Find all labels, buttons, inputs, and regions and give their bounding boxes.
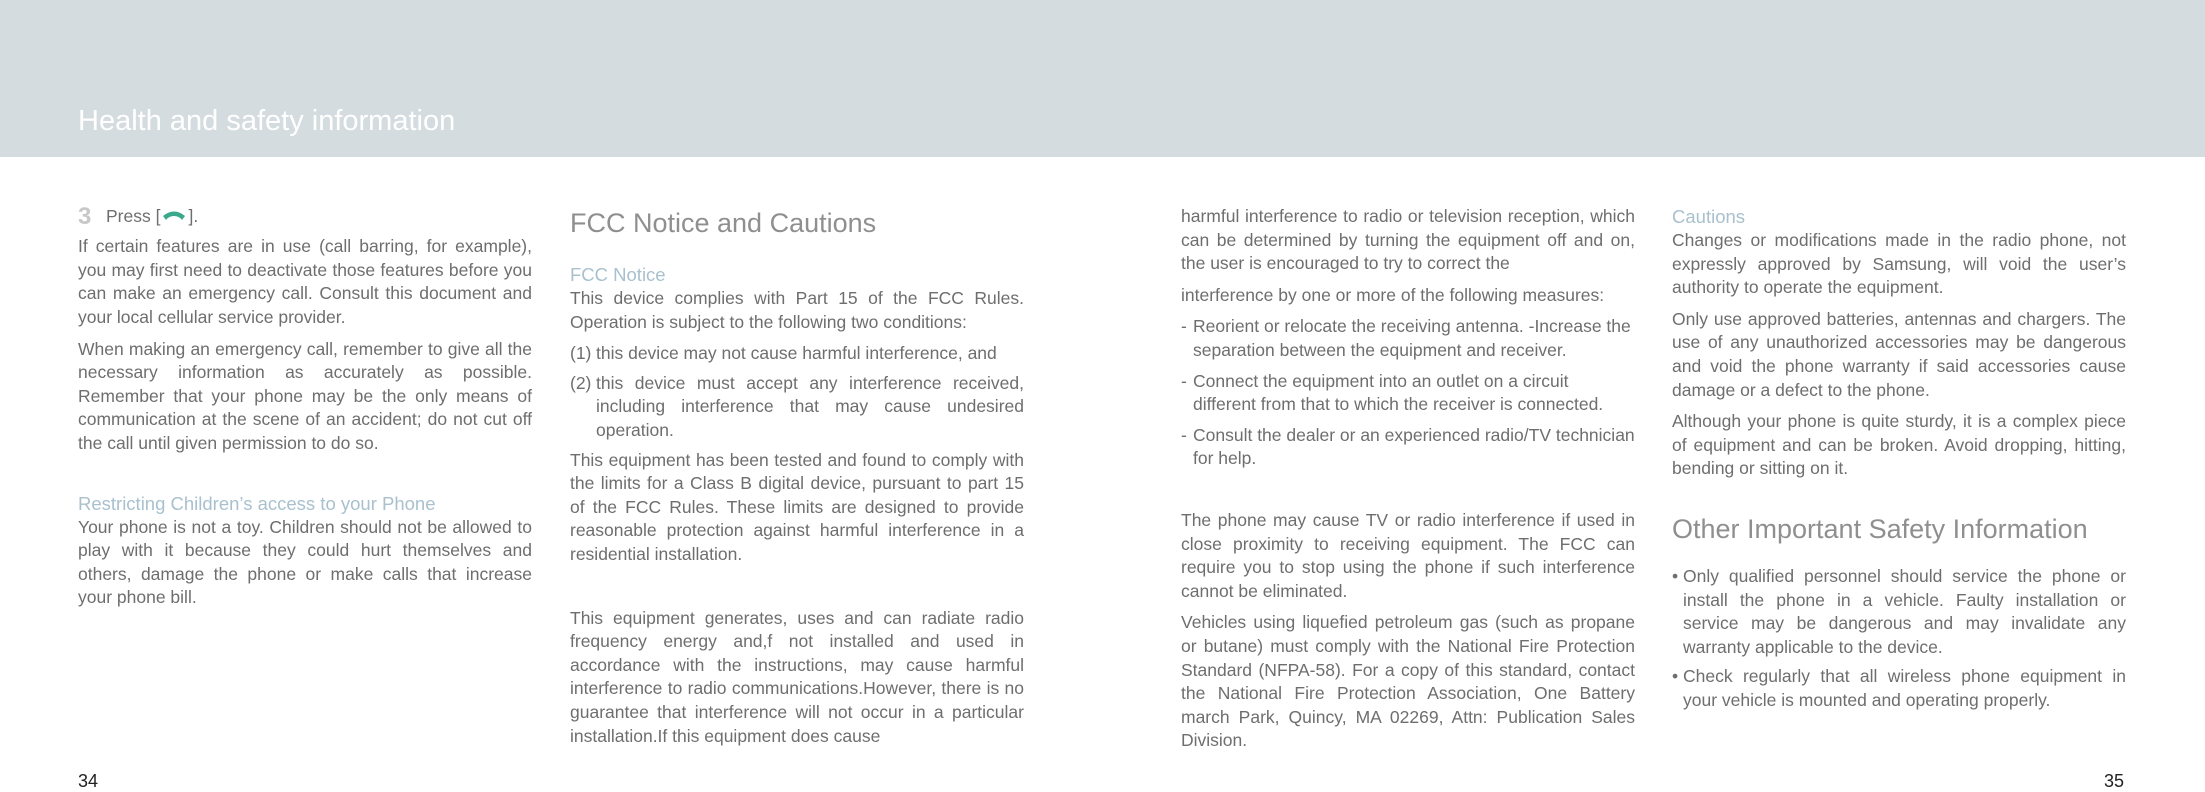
vehicles-paragraph: Vehicles using liquefied petroleum gas (such as propane or butane) must comply with the National Fire Protection Standard (NFPA-58). For a copy of this standard, contact the National Fire Protection Association, One Battery march Park, Quincy, MA 02269, Attn: Publication Sales Division. [1181,612,1635,751]
measures-intro: interference by one or more of the following measures: [1181,284,1605,305]
measure-dash: - [1181,424,1187,445]
condition-item [570,342,1024,366]
emergency-info-paragraph: When making an emergency call, remember to give all the necessary information as accurately as possible. Remember that your phone may be the only means of communication at the scene of an accident; do not cut off the call until given permission to do so. [78,338,532,453]
safety-bullet-item [1672,565,2126,659]
emergency-features-paragraph: If certain features are in use (call barring, for example), you may first need to deactivate those features before you can make an emergency call. Consult this document and your local cellular service provider. [78,236,532,327]
condition-text: this device must accept any interference received, including interference that may cause undesired operation. [596,372,1024,440]
step-text-before: Press [ [106,206,161,226]
column-2 [570,205,1024,756]
step-text [106,205,198,229]
measure-dash: - [1181,316,1187,337]
cautions-paragraph-1: Changes or modifications made in the radio phone, not expressly approved by Samsung, will void the user’s authority to operate the equipment. [1672,230,2126,298]
tv-interference-paragraph: The phone may cause TV or radio interference if used in close proximity to receiving equipment. The FCC can require you to stop using the phone if such interference cannot be eliminated. [1181,509,1635,601]
condition-item [570,372,1024,443]
bullet-text: Check regularly that all wireless phone equipment in your vehicle is mounted and operating properly. [1683,666,2126,710]
step-3 [78,205,532,229]
cautions-paragraph-2: Only use approved batteries, antennas and chargers. The use of any unauthorized accessories may be dangerous and void the phone warranty if said accessories cause damage or a defect to the phone. [1672,308,2126,400]
page-number-right: 35 [2104,771,2125,791]
bullet-icon: • [1672,565,1679,586]
measure-text: Consult the dealer or an experienced radio/TV technician for help. [1193,424,1635,469]
page-number-left: 34 [78,771,99,791]
cautions-paragraph-3: Although your phone is quite sturdy, it is a complex piece of equipment and can be broken. Avoid dropping, hitting, bending or sitting on it. [1672,411,2126,479]
tested-paragraph: This equipment has been tested and found to comply with the limits for a Class B digital device, pursuant to part 15 of the FCC Rules. These limits are designed to provide reasonable protection against harmful interference in a residential installation. [570,449,1024,564]
column-3 [1181,205,1635,761]
page-title: Health and safety information [78,105,456,137]
column-1 [78,205,532,618]
continued-paragraph: harmful interference to radio or television reception, which can be determined by turning the equipment off and on, the user is encouraged to try to correct the [1181,206,1635,274]
step-text-after: ]. [188,206,199,226]
header-banner [0,0,2205,157]
other-safety-title: Other Important Safety Information [1672,513,2088,544]
measure-dash: - [1181,370,1187,391]
bullet-icon: • [1672,666,1679,687]
condition-label: (1) [570,343,592,364]
fcc-title: FCC Notice and Cautions [570,208,877,238]
cautions-heading: Cautions [1672,206,1746,227]
condition-text: this device may not cause harmful interference, and [596,343,997,364]
fcc-notice-heading: FCC Notice [570,264,666,285]
safety-bullet-item [1672,665,2126,712]
bullet-text: Only qualified personnel should service the phone or install the phone in a vehicle. Faulty installation or service may be dangerous and may invalidate any warranty applicable to the device. [1683,565,2126,657]
condition-label: (2) [570,372,592,393]
measure-item [1181,315,1635,362]
children-heading: Restricting Children’s access to your Phone [78,492,436,514]
measure-text: Reorient or relocate the receiving antenna. -Increase the separation between the equipment and receiver. [1193,316,1631,360]
step-number: 3 [78,203,92,231]
column-4 [1672,205,2126,719]
children-paragraph: Your phone is not a toy. Children should not be allowed to play with it because they could hurt themselves and others, damage the phone or make calls that increase your phone bill. [78,516,532,608]
phone-call-icon [160,206,188,230]
measure-text: Connect the equipment into an outlet on a circuit different from that to which the receiver is connected. [1193,370,1604,415]
measure-item [1181,424,1635,471]
generates-paragraph: This equipment generates, uses and can radiate radio frequency energy and,f not installed and used in accordance with the instructions, may cause harmful interference to radio communications.However, there is no guarantee that interference will not occur in a particular installation.If this equipment does cause [570,607,1024,746]
fcc-intro-paragraph: This device complies with Part 15 of the FCC Rules. Operation is subject to the following two conditions: [570,288,1024,332]
measure-item [1181,370,1635,417]
